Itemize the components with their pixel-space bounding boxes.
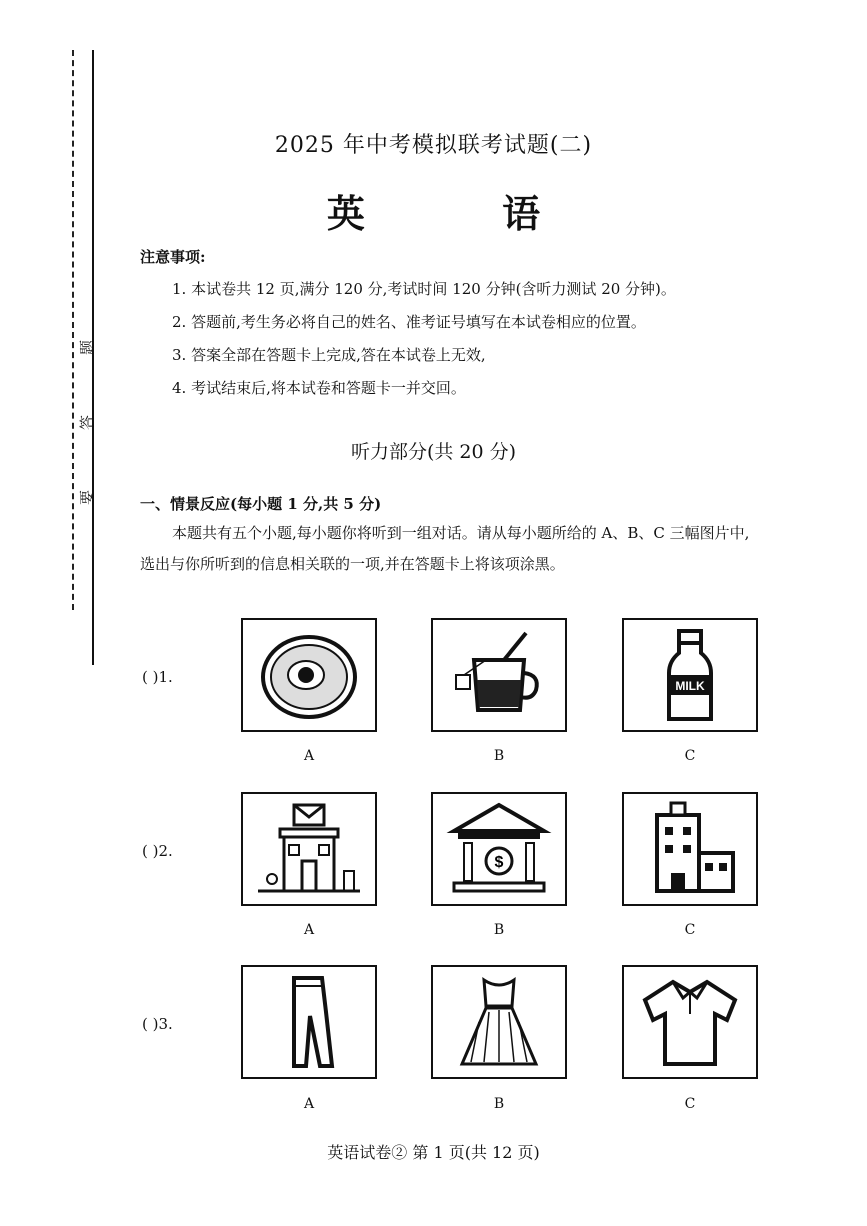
option-picture[interactable] bbox=[431, 618, 567, 732]
option-picture[interactable] bbox=[622, 965, 758, 1079]
page-footer: 英语试卷② 第 1 页(共 12 页) bbox=[327, 1143, 540, 1162]
seal-mark: 题 bbox=[79, 339, 94, 357]
option-picture[interactable] bbox=[431, 792, 567, 906]
option-letter: A bbox=[303, 748, 315, 764]
exam-title: 2025 年中考模拟联考试题(二) bbox=[274, 133, 593, 158]
question-number: ( )3. bbox=[142, 1015, 173, 1033]
option-picture[interactable] bbox=[241, 792, 377, 906]
jeans-icon bbox=[254, 972, 364, 1072]
note-item: 1. 本试卷共 12 页,满分 120 分,考试时间 120 分钟(含听力测试 20 分钟)。 bbox=[172, 280, 676, 298]
exam-subject: 英 语 bbox=[326, 191, 603, 236]
notes-heading: 注意事项: bbox=[140, 248, 206, 266]
option-letter: A bbox=[303, 1096, 315, 1112]
note-item: 3. 答案全部在答题卡上完成,答在本试卷上无效, bbox=[172, 346, 486, 364]
dress-icon bbox=[444, 972, 554, 1072]
option-letter: C bbox=[684, 1096, 696, 1112]
option-letter: A bbox=[303, 922, 315, 938]
milk-label: MILK bbox=[675, 679, 705, 693]
seal-mark: 要 bbox=[79, 489, 94, 507]
milk-bottle-icon bbox=[635, 625, 745, 725]
hospital-icon bbox=[635, 799, 745, 899]
option-letter: B bbox=[493, 1096, 505, 1112]
option-picture[interactable] bbox=[241, 965, 377, 1079]
note-item: 2. 答题前,考生务必将自己的姓名、准考证号填写在本试卷相应的位置。 bbox=[172, 313, 646, 331]
option-letter: B bbox=[493, 922, 505, 938]
part-heading: 一、情景反应(每小题 1 分,共 5 分) bbox=[140, 495, 382, 513]
option-picture[interactable] bbox=[622, 618, 758, 732]
bank-icon bbox=[444, 799, 554, 899]
pizza-icon bbox=[254, 625, 364, 725]
instruction-line: 本题共有五个小题,每小题你将听到一组对话。请从每小题所给的 A、B、C 三幅图片中, bbox=[172, 524, 750, 542]
note-item: 4. 考试结束后,将本试卷和答题卡一并交回。 bbox=[172, 379, 466, 397]
seal-mark: 答 bbox=[79, 414, 94, 432]
polo-shirt-icon bbox=[635, 972, 745, 1072]
question-number: ( )2. bbox=[142, 842, 173, 860]
post-office-icon bbox=[254, 799, 364, 899]
option-letter: C bbox=[684, 922, 696, 938]
option-letter: B bbox=[493, 748, 505, 764]
question-number: ( )1. bbox=[142, 668, 173, 686]
option-letter: C bbox=[684, 748, 696, 764]
option-picture[interactable] bbox=[241, 618, 377, 732]
option-picture[interactable] bbox=[431, 965, 567, 1079]
dollar-sign: $ bbox=[494, 854, 504, 871]
section-title: 听力部分(共 20 分) bbox=[350, 441, 517, 463]
tea-cup-icon bbox=[444, 625, 554, 725]
option-picture[interactable] bbox=[622, 792, 758, 906]
instruction-line: 选出与你所听到的信息相关联的一项,并在答题卡上将该项涂黑。 bbox=[140, 555, 565, 573]
